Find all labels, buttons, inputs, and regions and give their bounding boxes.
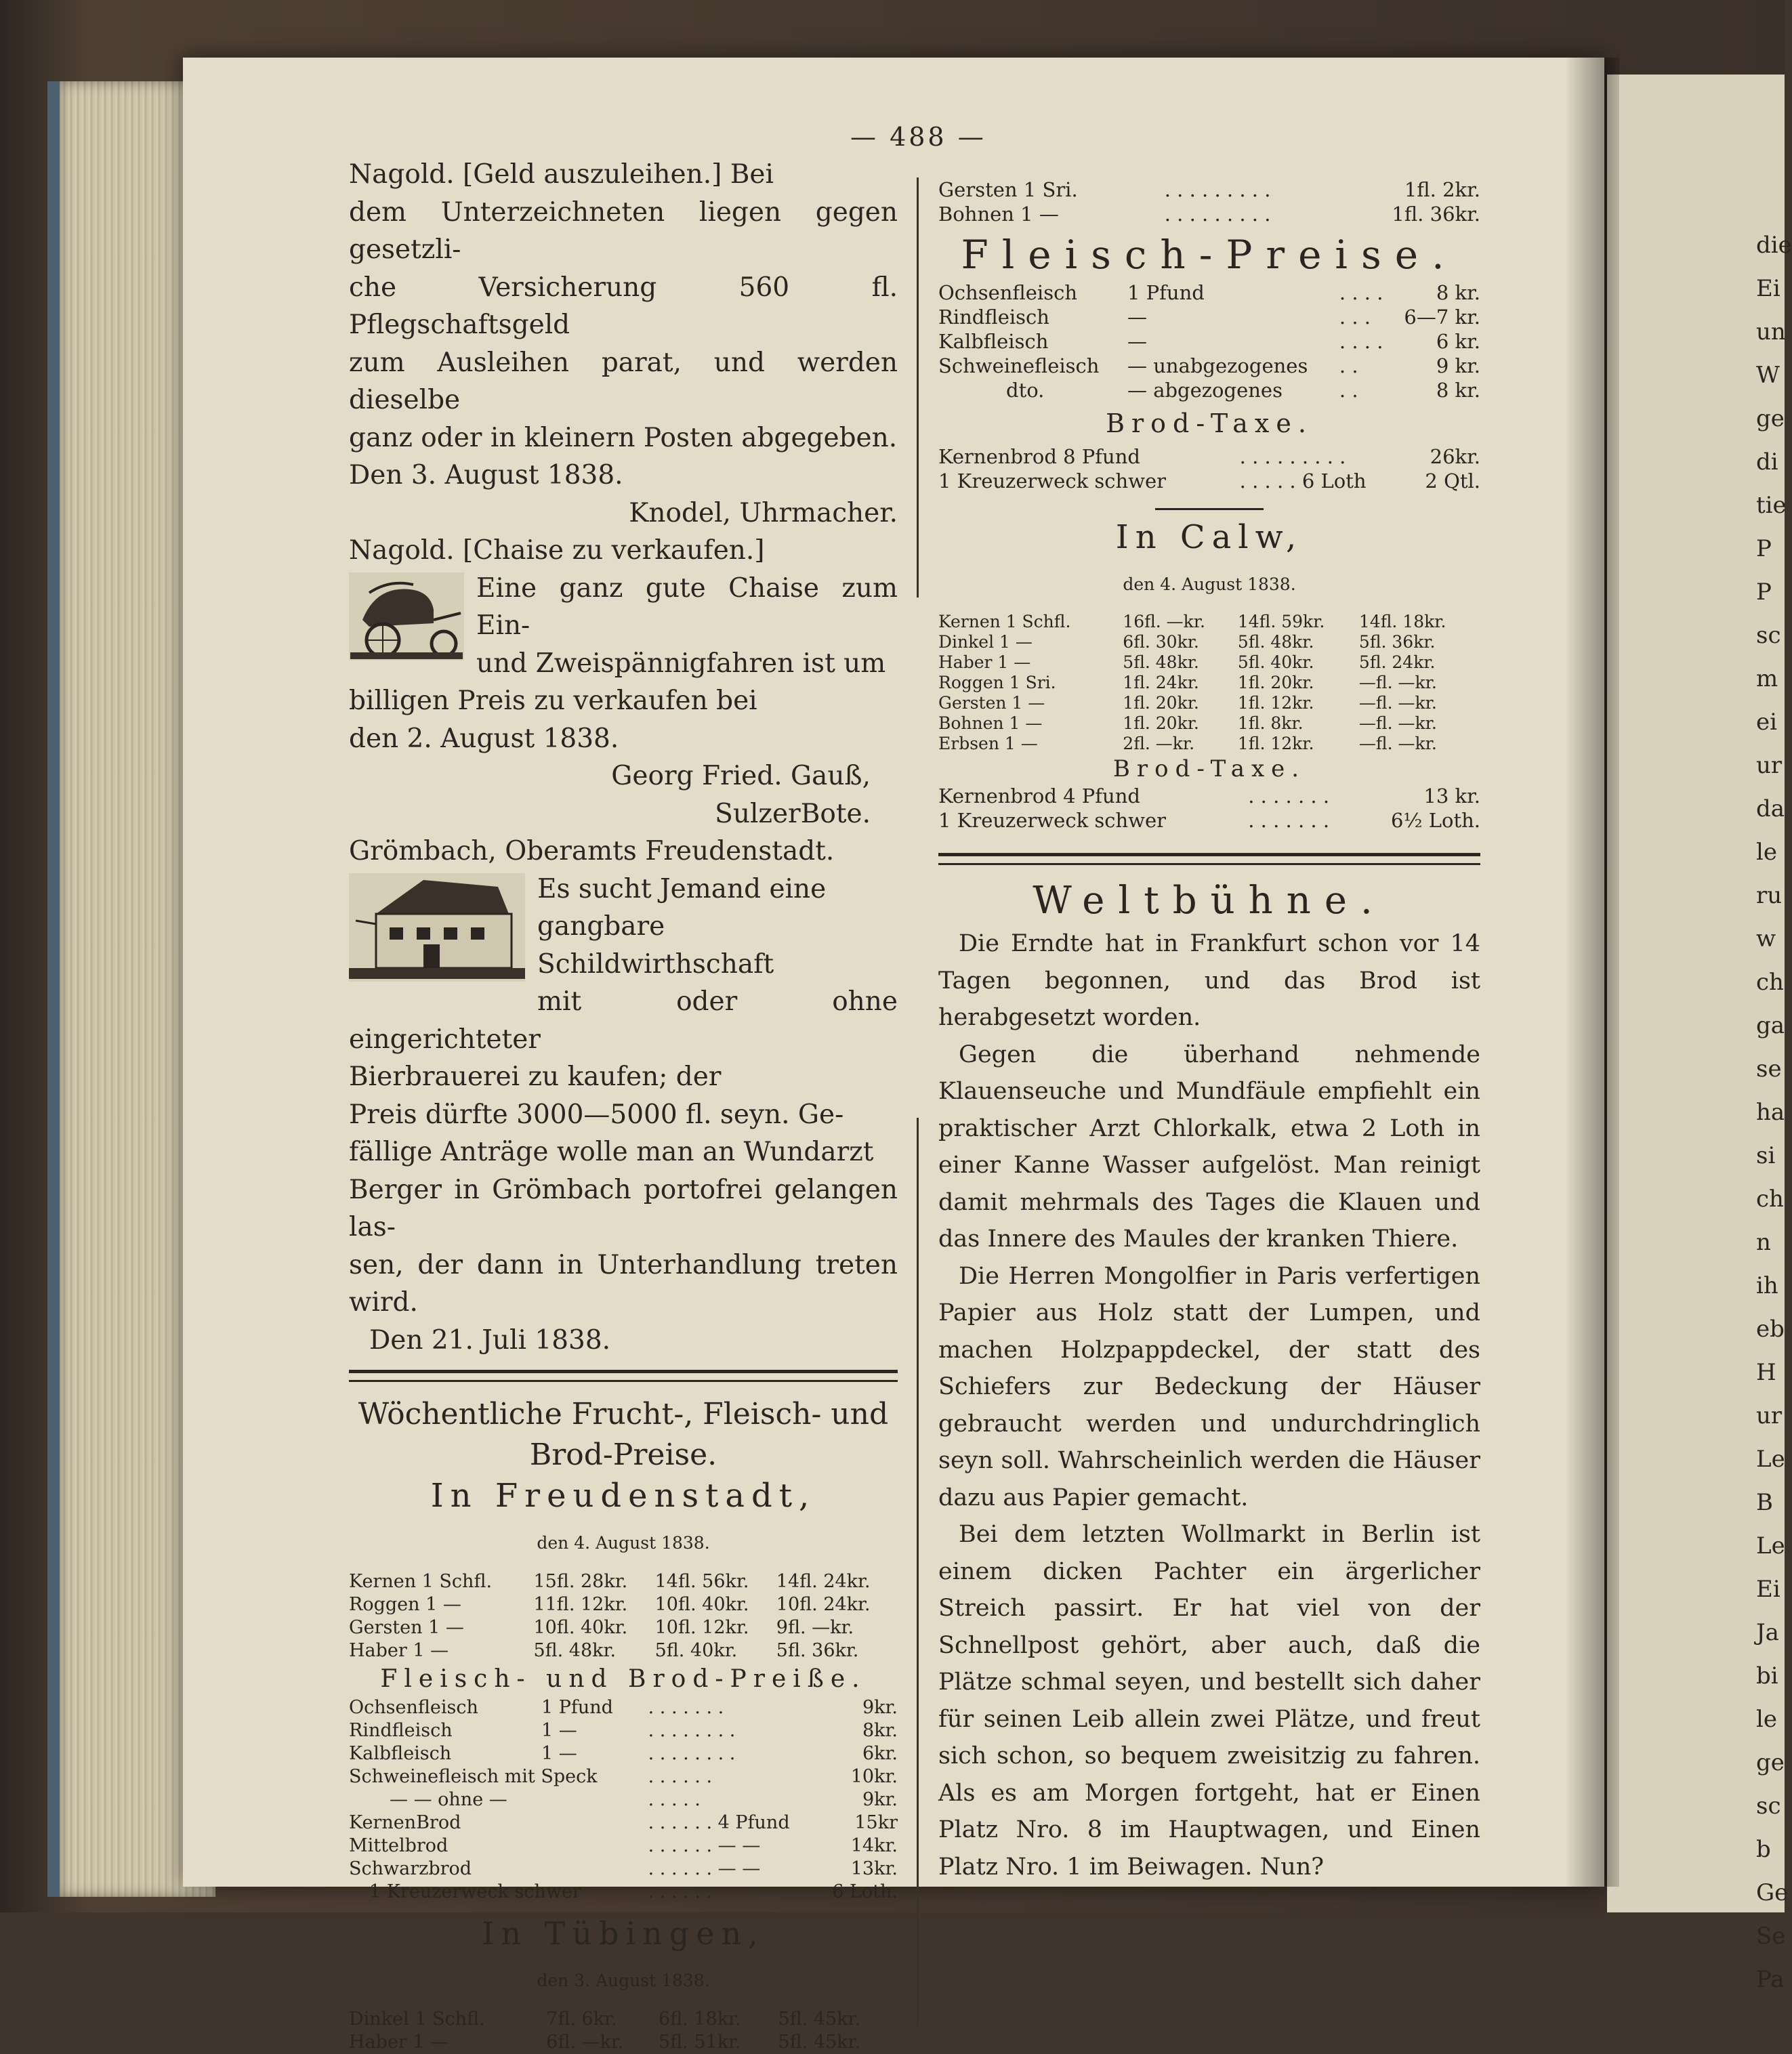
fragment-line: se (1756, 1055, 1782, 1083)
cell: Kernen 1 Schfl. (349, 1571, 493, 1592)
cell: 5fl. 40kr. (1237, 652, 1314, 672)
text-line: mit oder ohne eingerichteter (349, 986, 898, 1055)
fragment-line: Ei (1756, 1576, 1780, 1603)
cell: . . . . (1339, 330, 1383, 353)
fragment-line: Le (1756, 1446, 1785, 1473)
cell: Dinkel 1 Schfl. (349, 2009, 485, 2030)
cell: —fl. —kr. (1358, 734, 1437, 753)
cell: . . . . . . . . (648, 1720, 736, 1741)
table-row (938, 734, 1480, 754)
date-line: den 4. August 1838. (537, 1533, 710, 1553)
cell: 15fl. 28kr. (533, 1571, 628, 1592)
cell: Gersten 1 Sri. (938, 178, 1078, 201)
text-line: und Zweispännigfahren ist um (476, 648, 886, 679)
text-line: dem Unterzeichneten liegen gegen gesetzli- (349, 196, 898, 265)
table-row (349, 1742, 898, 1765)
grain-price-table (349, 2008, 898, 2054)
table-row (349, 1811, 898, 1835)
signature: SulzerBote. (715, 798, 871, 829)
news-paragraph: Die Erndte hat in Frankfurt schon vor 14 Tagen begonnen, und das Brod ist herabgesetzt worden. (938, 930, 1480, 1031)
news-paragraph: Bei dem letzten Wollmarkt in Berlin ist einem dicken Pachter ein ärgerlicher Streich passirt. Er hat viel von der Schnellpost gehört, aber auch, daß die Plätze schmal seyen, und bestellt sich daher für seinen Leib allein zwei Plätze, und freut sich schon, so bequem zweisitzig zu fahren. Als es am Morgen fortgeht, hat er Einen Platz Nro. 8 im Hauptwagen, und Einen Platz Nro. 1 im Beiwagen. Nun? (938, 1521, 1480, 1881)
cell: Haber 1 — (938, 652, 1031, 672)
cell: . . (1339, 379, 1358, 402)
text-line: gangbare Schildwirthschaft (537, 911, 774, 980)
cell: 2fl. —kr. (1123, 734, 1195, 753)
fragment-line: ge (1756, 1749, 1785, 1776)
cell: 14fl. 56kr. (654, 1571, 749, 1592)
text-line: Den 21. Juli 1838. (369, 1324, 611, 1356)
text-line: Berger in Grömbach portofrei gelangen las- (349, 1174, 898, 1242)
cell: 6½ Loth. (1390, 809, 1480, 832)
cell: 1 Pfund (541, 1697, 613, 1718)
cell: . . . (1339, 306, 1371, 329)
text-line: den 2. August 1838. (349, 723, 619, 754)
table-row (938, 378, 1480, 402)
table-row (349, 1835, 898, 1858)
cell: 26kr. (1430, 445, 1480, 468)
fragment-line: Le (1756, 1532, 1785, 1559)
fragment-line: bi (1756, 1662, 1778, 1690)
cell: . . . . . . (648, 1881, 713, 1902)
table-row (938, 612, 1480, 632)
cell: 16fl. —kr. (1123, 612, 1205, 631)
cell: — abgezogenes (1127, 379, 1283, 402)
fragment-line: Se (1756, 1923, 1786, 1950)
town-heading: In Tübingen, (482, 1915, 765, 1952)
cell: 5fl. 48kr. (1123, 652, 1199, 672)
cell: Schweinefleisch (938, 354, 1100, 377)
section-heading: Fleisch-Preise. (961, 232, 1458, 278)
text-line: zum Ausleihen parat, und werden dieselbe (349, 347, 898, 415)
ad-chaise (349, 532, 898, 833)
cell: 2 Qtl. (1425, 469, 1480, 492)
cell: 8kr. (862, 1720, 898, 1741)
table-row (938, 177, 1480, 202)
next-page-text (1756, 224, 1792, 2001)
table-row (938, 202, 1480, 226)
ad-geld-auszuleihen (349, 156, 898, 532)
cell: 13 kr. (1423, 784, 1480, 808)
table-row (938, 444, 1480, 469)
ad-title: Grömbach, Oberamts Freudenstadt. (349, 836, 835, 866)
subsection-heading: Fleisch- und Brod-Preiße. (380, 1665, 867, 1693)
cell: . . . . . . . . . (1164, 203, 1271, 226)
cell: . . . . . 6 Loth (1239, 469, 1367, 492)
cell: 15kr (854, 1812, 898, 1833)
cell: 13kr. (850, 1858, 898, 1879)
fragment-line: sc (1756, 622, 1781, 649)
cell: Bohnen 1 — (938, 203, 1059, 226)
cell: 10fl. 40kr. (654, 1594, 749, 1615)
cell: 6fl. 18kr. (658, 2009, 741, 2030)
cell: Gersten 1 — (938, 693, 1045, 713)
bread-price-table (938, 784, 1480, 833)
cell: 14fl. 18kr. (1358, 612, 1446, 631)
fragment-line: Ja (1756, 1619, 1779, 1646)
news-text (938, 925, 1480, 1885)
grain-price-table (938, 612, 1480, 754)
town-heading: In Calw, (1115, 518, 1304, 556)
cell: 14fl. 24kr. (776, 1571, 871, 1592)
signature: Georg Fried. Gauß, (611, 761, 871, 791)
fragment-line: die (1756, 232, 1792, 259)
text-line: Preis dürfte 3000—5000 fl. seyn. Ge- (349, 1099, 844, 1130)
cell: — unabgezogenes (1127, 354, 1308, 377)
table-row (938, 808, 1480, 833)
ad-title: Nagold. [Chaise zu verkaufen.] (349, 535, 765, 566)
table-row (349, 2031, 898, 2054)
table-row (349, 1719, 898, 1742)
section-heading: Wöchentliche Frucht-, Fleisch- und (358, 1397, 889, 1431)
cell: 5fl. 45kr. (778, 2032, 861, 2053)
text-line: Bierbrauerei zu kaufen; der (349, 1062, 722, 1092)
column-divider (917, 177, 919, 598)
text-line: Nagold. [Geld auszuleihen.] Bei (349, 159, 774, 190)
fragment-line: da (1756, 795, 1785, 822)
fragment-line: eb (1756, 1316, 1785, 1343)
fragment-line: ei (1756, 709, 1777, 736)
cell: 11fl. 12kr. (533, 1594, 628, 1615)
section-rule (938, 853, 1480, 865)
cell: Bohnen 1 — (938, 713, 1043, 733)
table-row (349, 2008, 898, 2031)
meat-price-table (349, 1696, 898, 1904)
cell: 1fl. 8kr. (1237, 713, 1304, 733)
house-woodcut-icon (349, 873, 525, 992)
cell: —fl. —kr. (1358, 693, 1437, 713)
table-row (938, 305, 1480, 329)
cell: 7fl. 6kr. (546, 2009, 617, 2030)
cell: . . . . . . 4 Pfund (648, 1812, 790, 1833)
cell: 6 kr. (1436, 330, 1480, 353)
fragment-line: m (1756, 665, 1778, 692)
cell: 5fl. 36kr. (1358, 632, 1436, 652)
cell: . . . . . . — — (648, 1835, 761, 1856)
fragment-line: W (1756, 362, 1780, 389)
text-line: fällige Anträge wolle man an Wundarzt (349, 1137, 874, 1167)
cell: — (1127, 306, 1147, 329)
table-row (349, 1639, 898, 1662)
cell: 10fl. 40kr. (533, 1617, 628, 1638)
cell: 14kr. (850, 1835, 898, 1856)
fragment-line: ge (1756, 405, 1785, 432)
text-line: billigen Preis zu verkaufen bei (349, 686, 757, 716)
cell: . . . . . . . . (648, 1743, 736, 1764)
section-heading: Weltbühne. (1033, 879, 1386, 923)
column-divider (917, 1118, 919, 2026)
fragment-line: ih (1756, 1272, 1778, 1299)
fragment-line: ur (1756, 1402, 1783, 1429)
fragment-line: le (1756, 839, 1777, 866)
fragment-line: le (1756, 1706, 1777, 1733)
section-rule (349, 1370, 898, 1382)
cell: Ochsenfleisch (349, 1697, 478, 1718)
subsection-heading: Brod-Taxe. (1112, 755, 1306, 782)
table-row (349, 1858, 898, 1881)
short-rule (1155, 508, 1264, 510)
fragment-line: si (1756, 1142, 1776, 1169)
fragment-line: ch (1756, 969, 1784, 996)
fragment-line: ur (1756, 752, 1783, 779)
table-row (349, 1616, 898, 1639)
date-line: den 4. August 1838. (1123, 574, 1296, 594)
cell: 6fl. 30kr. (1123, 632, 1199, 652)
fragment-line: P (1756, 579, 1772, 606)
cell: 14fl. 59kr. (1237, 612, 1325, 631)
cell: 6fl. —kr. (546, 2032, 624, 2053)
cell: Kernenbrod 4 Pfund (938, 784, 1140, 808)
cell: 9 kr. (1436, 354, 1480, 377)
cell: Mittelbrod (349, 1835, 449, 1856)
left-column (349, 156, 898, 2054)
cell: 1fl. 12kr. (1237, 693, 1314, 713)
signature: Knodel, Uhrmacher. (629, 497, 898, 528)
fragment-line: sc (1756, 1793, 1781, 1820)
section-heading: Brod-Preise. (529, 1438, 717, 1472)
cell: 1 Kreuzerweck schwer (369, 1881, 581, 1902)
cell: . . . . . . . . . (1164, 178, 1271, 201)
news-paragraph: Gegen die überhand nehmende Klauenseuche und Mundfäule empfiehlt ein praktischer Arzt Chlorkalk, etwa 2 Loth in einer Kanne Wasser aufgelöst. Man reinigt damit mehrmals des Tages die Klauen und das Innere des Maules der kranken Thiere. (938, 1041, 1480, 1253)
cell: 1 Kreuzerweck schwer (938, 809, 1167, 832)
cell: . . . . . . . (1248, 784, 1330, 808)
cell: Gersten 1 — (349, 1617, 464, 1638)
cell: 5fl. 48kr. (1237, 632, 1314, 652)
cell: 5fl. 40kr. (654, 1640, 738, 1661)
cell: 1 Pfund (1127, 281, 1205, 304)
cell: 1 — (541, 1743, 577, 1764)
table-row (349, 1765, 898, 1788)
cell: Schweinefleisch mit Speck (349, 1766, 598, 1787)
cell: . . . . . . . . . (1239, 445, 1346, 468)
text-line: ganz oder in kleinern Posten abgegeben. (349, 422, 898, 453)
fragment-line: Ei (1756, 275, 1780, 302)
cell: Kalbfleisch (938, 330, 1049, 353)
meat-price-table (938, 280, 1480, 402)
table-row (349, 1570, 898, 1593)
text-line: Es sucht Jemand eine (537, 873, 827, 904)
cell: —fl. —kr. (1358, 673, 1437, 692)
table-row (349, 1788, 898, 1811)
cell: Kernenbrod 8 Pfund (938, 445, 1140, 468)
fragment-line: ha (1756, 1099, 1785, 1126)
fragment-line: ga (1756, 1012, 1785, 1039)
fragment-line: tie (1756, 492, 1787, 519)
page-number: — 488 — (850, 122, 986, 152)
fragment-line: Ge (1756, 1879, 1789, 1906)
text-line: sen, der dann in Unterhandlung treten wird. (349, 1249, 898, 1318)
cell: 1fl. 24kr. (1123, 673, 1199, 692)
table-row (938, 632, 1480, 652)
fragment-line: b (1756, 1836, 1771, 1863)
table-row (938, 329, 1480, 354)
fragment-line: n (1756, 1229, 1771, 1256)
table-row (938, 673, 1480, 693)
fragment-line: w (1756, 925, 1776, 952)
text-line: Den 3. August 1838. (349, 460, 623, 490)
carriage-woodcut-icon (349, 572, 464, 671)
date-line: den 3. August 1838. (537, 1971, 710, 1990)
table-row (938, 713, 1480, 734)
text-line: che Versicherung 560 fl. Pflegschaftsgeld (349, 272, 898, 340)
cell: Erbsen 1 — (938, 734, 1038, 753)
table-row (938, 693, 1480, 713)
cell: Haber 1 — (349, 2032, 449, 2053)
cell: 9kr. (862, 1789, 898, 1810)
table-row (938, 354, 1480, 378)
cell: Roggen 1 Sri. (938, 673, 1056, 692)
cell: 1fl. 20kr. (1123, 693, 1199, 713)
table-row (938, 280, 1480, 305)
fragment-line: P (1756, 535, 1772, 562)
cell: . . . . . . . (648, 1697, 724, 1718)
fragment-line: un (1756, 318, 1786, 345)
cell: 10kr. (850, 1766, 898, 1787)
fragment-line: Pa (1756, 1966, 1785, 1993)
bread-price-table (938, 444, 1480, 493)
town-heading: In Freudenstadt, (430, 1477, 816, 1515)
cell: . . . . . . (648, 1766, 713, 1787)
cell: 1fl. 12kr. (1237, 734, 1314, 753)
text-line: Eine ganz gute Chaise zum Ein- (476, 572, 898, 641)
next-page-fragments (1756, 224, 1792, 2001)
table-row (938, 469, 1480, 493)
cell: Ochsenfleisch (938, 281, 1077, 304)
cell: 8 kr. (1436, 379, 1480, 402)
cell: Haber 1 — (349, 1640, 449, 1661)
cell: 8 kr. (1436, 281, 1480, 304)
fragment-line: B (1756, 1489, 1773, 1516)
cell: — — ohne — (390, 1789, 507, 1810)
cell: . . . . . . . (1248, 809, 1330, 832)
ad-schildwirthschaft (349, 833, 898, 1359)
table-row (938, 652, 1480, 673)
cell: KernenBrod (349, 1812, 461, 1833)
page-gutter (1565, 58, 1619, 1887)
cell: 6kr. (862, 1743, 898, 1764)
fragment-line: ru (1756, 882, 1783, 909)
grain-price-table (349, 1570, 898, 1662)
cell: 1fl. 20kr. (1123, 713, 1199, 733)
cell: 5fl. 24kr. (1358, 652, 1436, 672)
cell: Roggen 1 — (349, 1594, 461, 1615)
cell: 5fl. 48kr. (533, 1640, 617, 1661)
fragment-line: di (1756, 448, 1778, 476)
cell: — (1127, 330, 1147, 353)
table-row (938, 784, 1480, 808)
right-column (938, 177, 1480, 1885)
cell: 1 Kreuzerweck schwer (938, 469, 1167, 492)
cell: 5fl. 51kr. (658, 2032, 741, 2053)
cell: —fl. —kr. (1358, 713, 1437, 733)
fragment-line: H (1756, 1359, 1776, 1386)
news-paragraph: Die Herren Mongolfier in Paris verfertigen Papier aus Holz statt der Lumpen, und machen Holzpappdeckel, der statt des Schiefers zur Bedeckung der Häuser gebraucht werden und undurchdringlich seyn soll. Wahrscheinlich werden die Häuser dazu aus Papier gemacht. (938, 1262, 1480, 1511)
cell: . . (1339, 354, 1358, 377)
cell: Rindfleisch (938, 306, 1049, 329)
cell: 1fl. 36kr. (1392, 203, 1480, 226)
cell: 5fl. 36kr. (776, 1640, 859, 1661)
cell: 10fl. 12kr. (654, 1617, 749, 1638)
cell: Kalbfleisch (349, 1743, 452, 1764)
cell: 10fl. 24kr. (776, 1594, 871, 1615)
cell: 1fl. 2kr. (1404, 178, 1480, 201)
table-row (349, 1593, 898, 1616)
cell: 5fl. 45kr. (778, 2009, 861, 2030)
cell: Dinkel 1 — (938, 632, 1033, 652)
cell: 1fl. 20kr. (1237, 673, 1314, 692)
cell: . . . . (1339, 281, 1383, 304)
table-row (349, 1881, 898, 1904)
cell: 6—7 kr. (1404, 306, 1480, 329)
cell: 9fl. —kr. (776, 1617, 854, 1638)
cell: Schwarzbrod (349, 1858, 472, 1879)
grain-price-table (938, 177, 1480, 226)
cell: . . . . . (648, 1789, 701, 1810)
cell: 9kr. (862, 1697, 898, 1718)
table-row (349, 1696, 898, 1719)
cell: dto. (1006, 379, 1045, 402)
cell: Kernen 1 Schfl. (938, 612, 1071, 631)
cell: 6 Loth. (832, 1881, 898, 1902)
subsection-heading: Brod-Taxe. (1106, 408, 1313, 438)
fragment-line: ch (1756, 1186, 1784, 1213)
cell: Rindfleisch (349, 1720, 453, 1741)
cell: 1 — (541, 1720, 577, 1741)
cell: . . . . . . — — (648, 1858, 761, 1879)
